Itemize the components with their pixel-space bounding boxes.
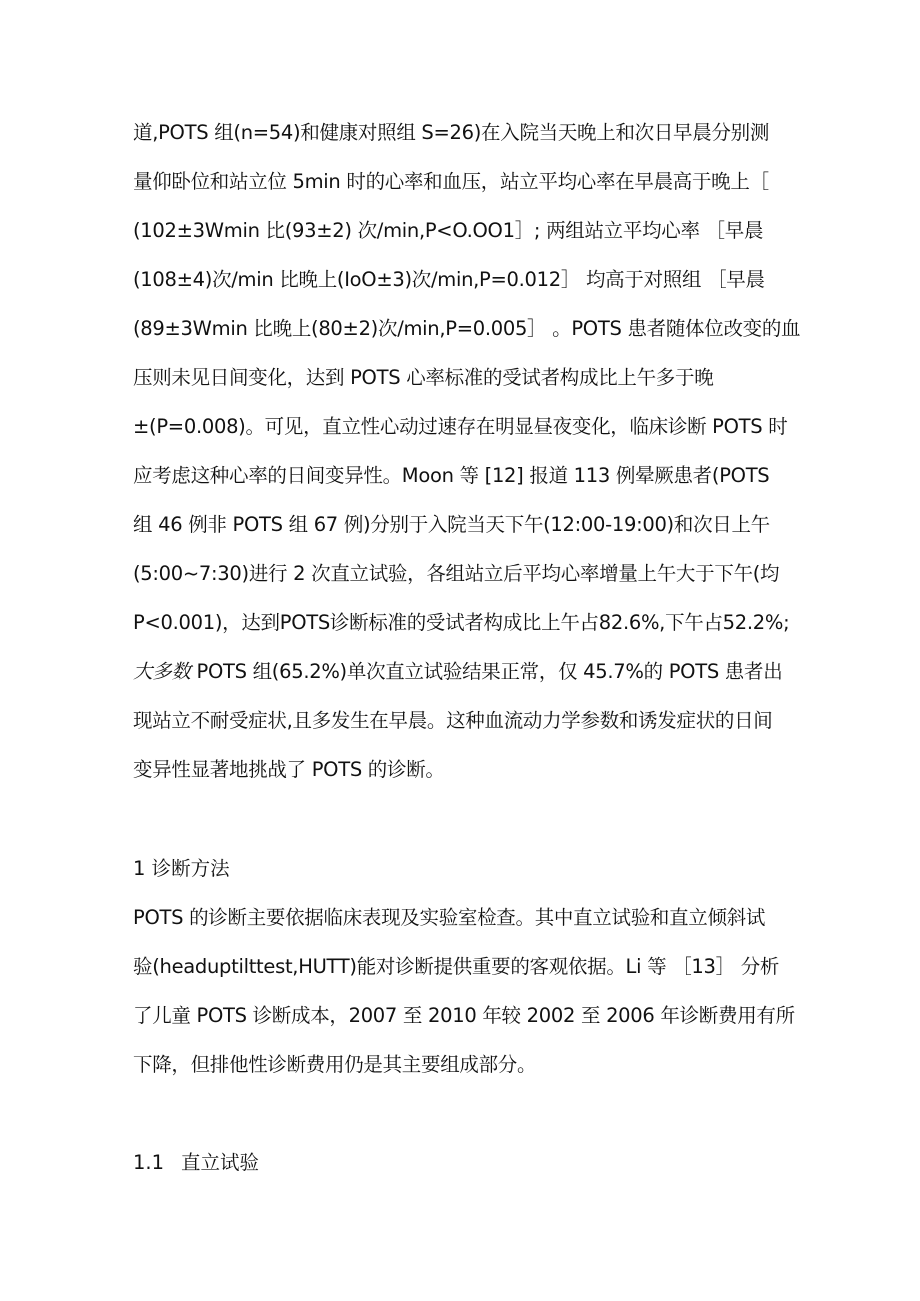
text-line: P<0.001)，达到POTS诊断标准的受试者构成比上午占82.6%,下午占52.2%; <box>133 611 790 634</box>
text-line: 压则未见日间变化，达到 POTS 心率标准的受试者构成比上午多于晚 <box>133 366 714 389</box>
text-line: 下降，但排他性诊断费用仍是其主要组成部分。 <box>133 1053 537 1076</box>
italic-text: 大多数 <box>133 660 191 683</box>
text-span: POTS 组(65.2%)单次直立试验结果正常，仅 45.7%的 POTS 患者出 <box>190 660 783 683</box>
text-line: 量仰卧位和站立位 5min 时的心率和血压，站立平均心率在早晨高于晚上［ <box>133 170 769 193</box>
text-line: 道,POTS 组(n=54)和健康对照组 S=26)在入院当天晚上和次日早晨分别测 <box>133 121 770 144</box>
text-line: POTS 的诊断主要依据临床表现及实验室检查。其中直立试验和直立倾斜试 <box>133 906 766 929</box>
text-line: 现站立不耐受症状,且多发生在早晨。这种血流动力学参数和诱发症状的日间 <box>133 709 773 732</box>
text-line: (89±3Wmin 比晚上(80±2)次/min,P=0.005］ 。POTS 患者随体位改变的血 <box>133 317 801 340</box>
text-line: 组 46 例非 POTS 组 67 例)分别于入院当天下午(12:00-19:00)和次日上午 <box>133 513 770 536</box>
text-line: (102±3Wmin 比(93±2) 次/min,P<O.OO1］; 两组站立平均心率 ［早晨 <box>133 219 764 242</box>
text-line: (108±4)次/min 比晚上(IoO±3)次/min,P=0.012］ 均高于对照组 ［早晨 <box>133 268 765 291</box>
section-number: 1.1 <box>133 1151 165 1174</box>
section-title: 直立试验 <box>181 1151 260 1174</box>
text-line: (5:00~7:30)进行 2 次直立试验，各组站立后平均心率增量上午大于下午(均 <box>133 562 780 585</box>
text-line: 应考虑这种心率的日间变异性。Moon 等 [12] 报道 113 例晕厥患者(POTS <box>133 464 770 487</box>
text-line: 验(headuptilttest,HUTT)能对诊断提供重要的客观依据。Li 等 ［13］ 分析 <box>133 955 780 978</box>
section-heading-1: 1 诊断方法 <box>133 857 230 880</box>
text-line: ±(P=0.008)。可见，直立性心动过速存在明显昼夜变化，临床诊断 POTS 时 <box>133 415 788 438</box>
text-line: 变异性显著地挑战了 POTS 的诊断。 <box>133 758 445 781</box>
text-line <box>133 660 793 684</box>
section-heading-1-1 <box>133 1151 259 1175</box>
text-line: 了儿童 POTS 诊断成本，2007 至 2010 年较 2002 至 2006 年诊断费用有所 <box>133 1004 795 1027</box>
